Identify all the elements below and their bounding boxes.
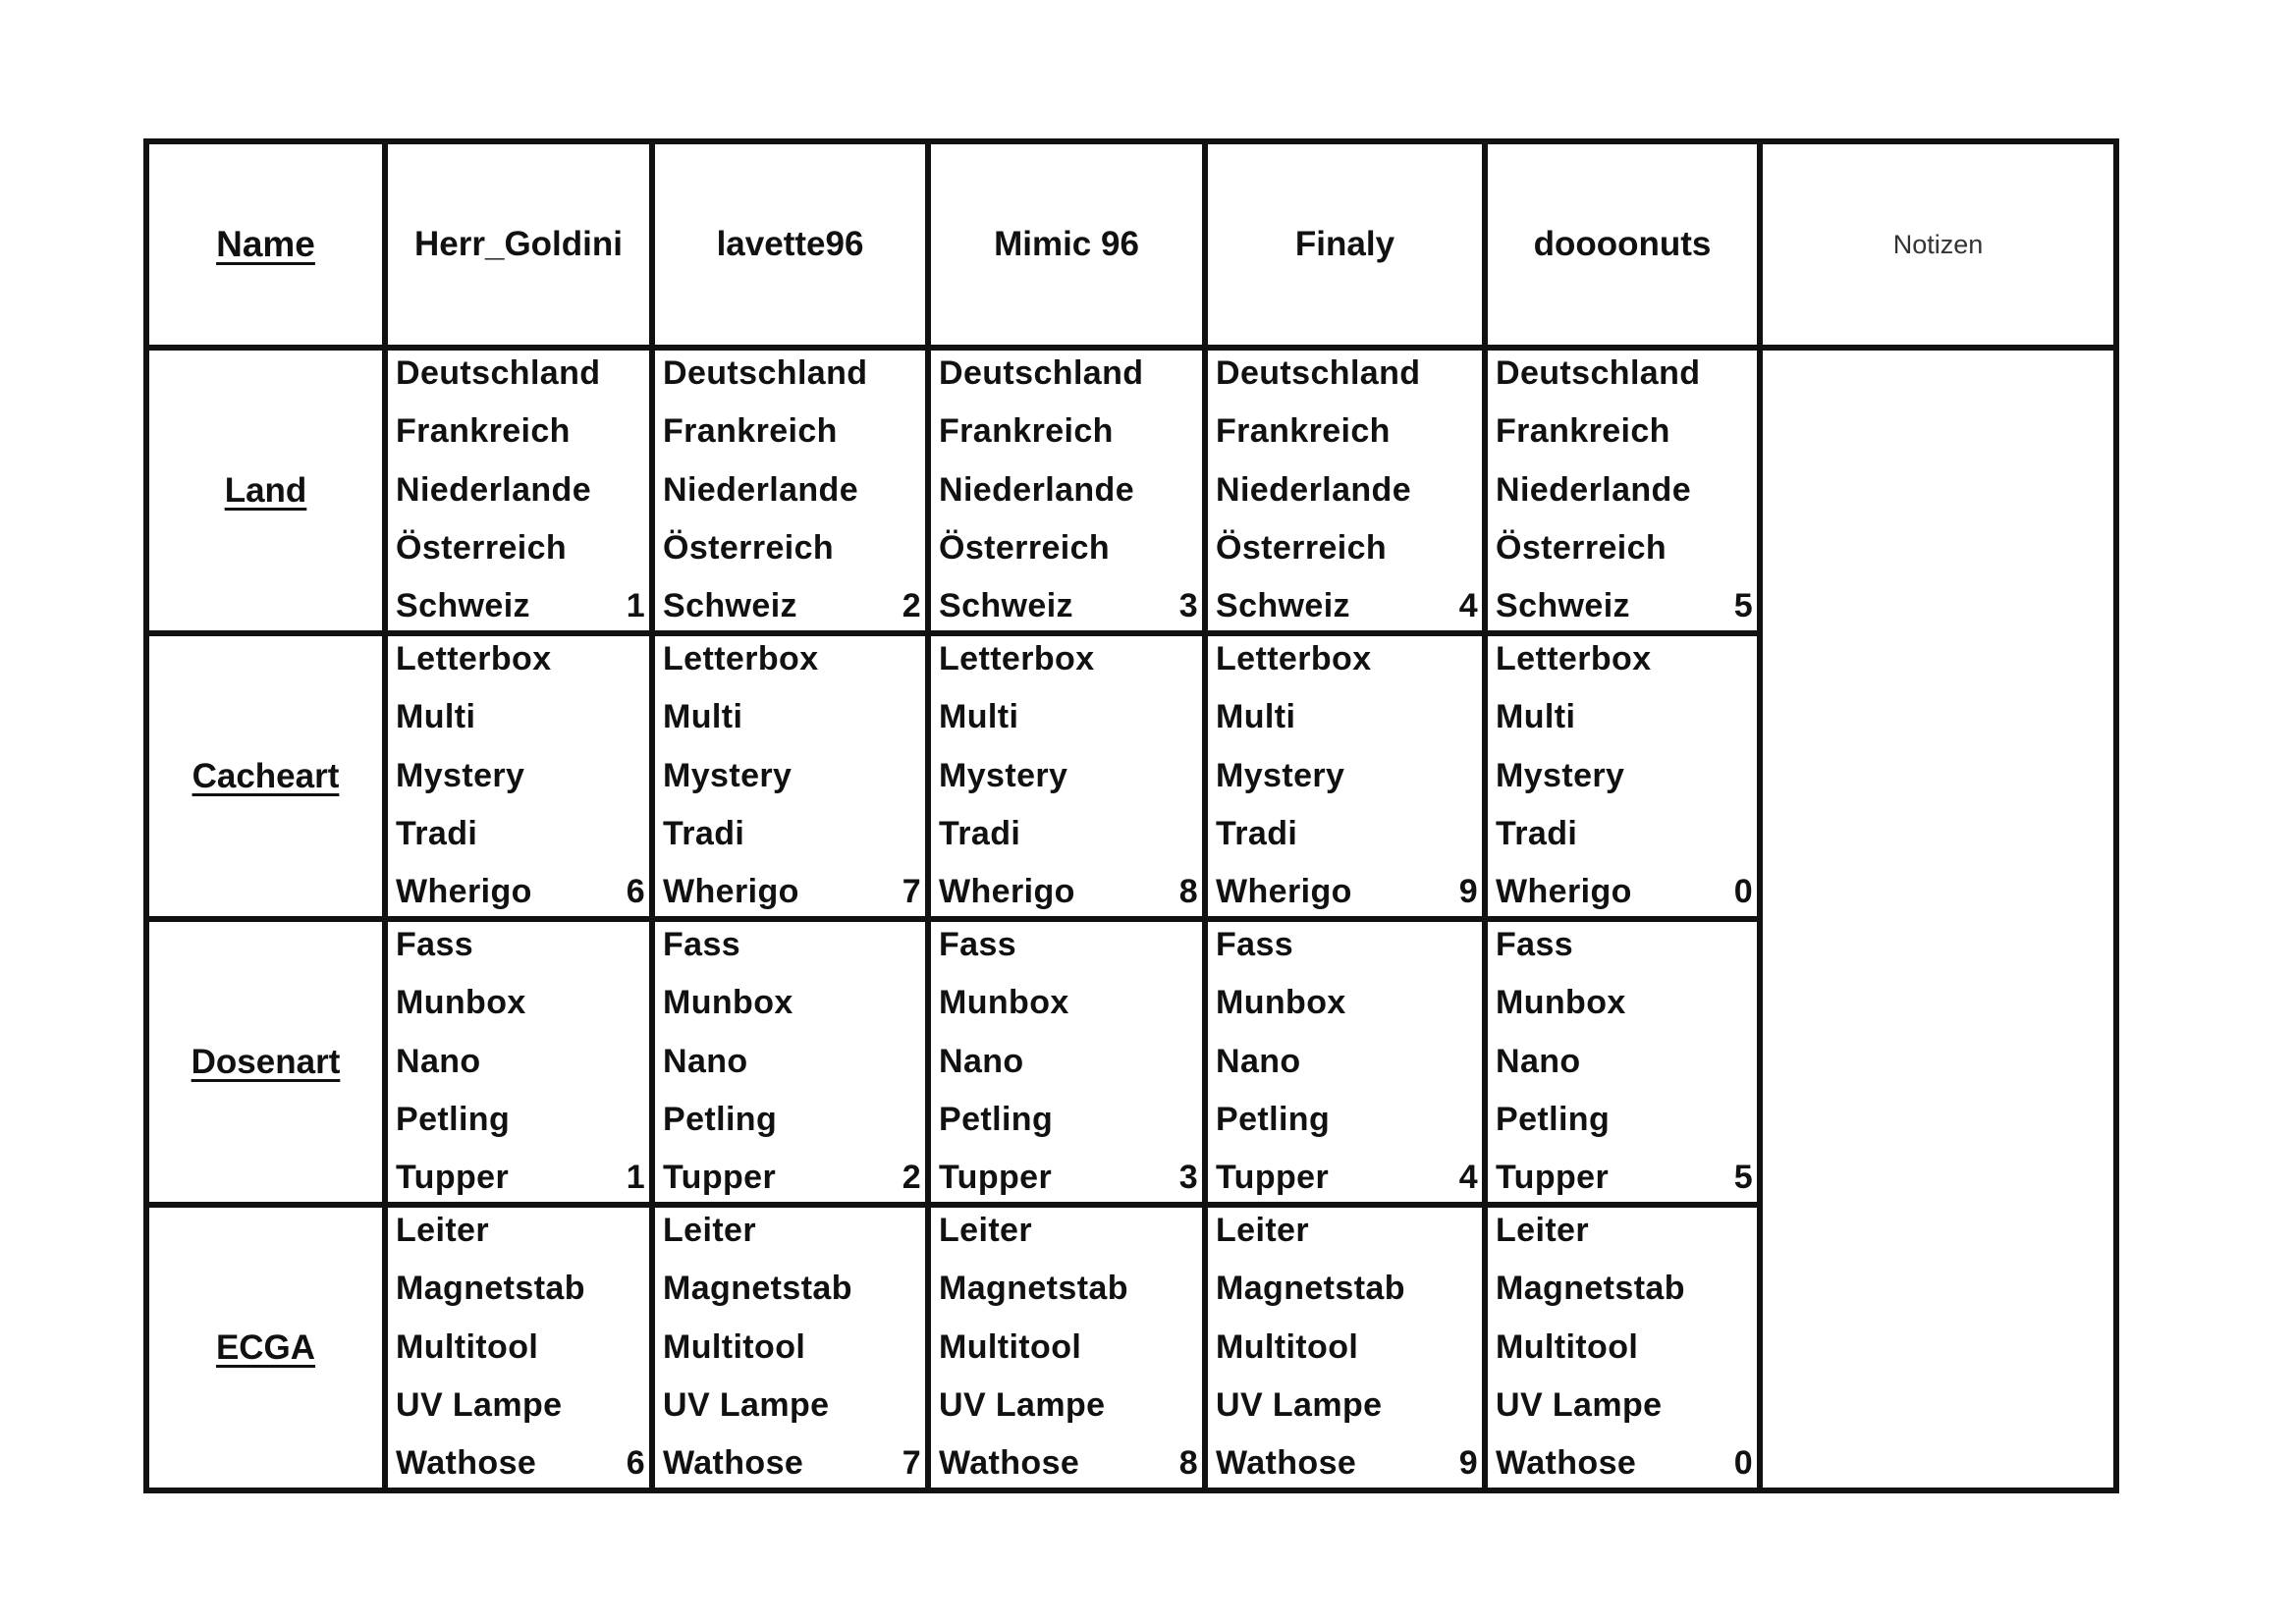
option-item bbox=[939, 984, 1198, 1022]
option-text: Niederlande bbox=[939, 470, 1135, 509]
option-text: UV Lampe bbox=[1216, 1385, 1383, 1424]
player-header-cell bbox=[928, 141, 1205, 348]
option-list bbox=[655, 636, 925, 916]
option-text: Multi bbox=[396, 698, 476, 736]
option-item bbox=[663, 756, 921, 794]
option-list bbox=[1488, 922, 1757, 1202]
notes-area bbox=[1760, 348, 2116, 1490]
category-label: Cacheart bbox=[191, 756, 340, 795]
category-label: ECGA bbox=[215, 1327, 316, 1367]
option-text: Magnetstab bbox=[1216, 1270, 1405, 1308]
option-item bbox=[663, 1161, 921, 1194]
option-text: Leiter bbox=[939, 1212, 1032, 1249]
option-item bbox=[1496, 875, 1753, 908]
option-text: Mystery bbox=[1496, 756, 1625, 794]
option-item bbox=[663, 1446, 921, 1480]
option-item bbox=[1216, 1327, 1478, 1366]
option-text: Österreich bbox=[1496, 528, 1667, 567]
option-text: Niederlande bbox=[396, 470, 592, 509]
player-header-cell bbox=[1485, 141, 1760, 348]
option-item bbox=[396, 1100, 645, 1138]
option-list bbox=[655, 351, 925, 630]
option-cell bbox=[1485, 1205, 1760, 1490]
code-digit: 0 bbox=[1733, 1444, 1753, 1482]
option-text: Munbox bbox=[939, 984, 1069, 1022]
option-text: Wathose bbox=[1216, 1444, 1357, 1482]
option-list bbox=[1208, 636, 1482, 916]
option-item bbox=[663, 1327, 921, 1366]
option-item bbox=[396, 589, 645, 623]
option-text: Nano bbox=[663, 1042, 748, 1080]
option-text: Österreich bbox=[396, 528, 568, 567]
option-item bbox=[1496, 1385, 1753, 1424]
option-text: Munbox bbox=[1496, 984, 1626, 1022]
code-digit: 1 bbox=[626, 1159, 645, 1196]
player-header-cell bbox=[385, 141, 652, 348]
option-item bbox=[1496, 984, 1753, 1022]
option-text: Mystery bbox=[939, 756, 1068, 794]
option-item bbox=[1216, 1385, 1478, 1424]
option-item bbox=[396, 470, 645, 509]
notes-header-label: Notizen bbox=[1892, 229, 1984, 259]
code-digit: 6 bbox=[626, 873, 645, 910]
option-list bbox=[655, 922, 925, 1202]
option-text: Schweiz bbox=[663, 587, 797, 624]
code-digit: 8 bbox=[1178, 873, 1198, 910]
option-item bbox=[939, 1270, 1198, 1308]
option-item bbox=[1496, 1446, 1753, 1480]
option-cell bbox=[928, 1205, 1205, 1490]
option-item bbox=[1216, 589, 1478, 623]
option-text: Wathose bbox=[1496, 1444, 1637, 1482]
category-label: Dosenart bbox=[191, 1042, 341, 1081]
player-header-cell bbox=[1205, 141, 1485, 348]
option-cell bbox=[928, 633, 1205, 919]
option-text: Schweiz bbox=[939, 587, 1073, 624]
option-text: Frankreich bbox=[939, 412, 1114, 451]
option-text: Tradi bbox=[1216, 814, 1298, 852]
option-item bbox=[396, 1385, 645, 1424]
option-text: Mystery bbox=[663, 756, 793, 794]
option-item bbox=[1496, 1042, 1753, 1080]
option-item bbox=[663, 1100, 921, 1138]
option-text: Nano bbox=[396, 1042, 481, 1080]
option-text: Tupper bbox=[663, 1159, 777, 1196]
player-header-cell bbox=[652, 141, 928, 348]
option-item bbox=[1496, 356, 1753, 390]
option-text: Petling bbox=[939, 1100, 1054, 1138]
option-text: Munbox bbox=[663, 984, 793, 1022]
option-item bbox=[1496, 528, 1753, 567]
option-item bbox=[939, 1100, 1198, 1138]
option-item bbox=[939, 756, 1198, 794]
option-item bbox=[1216, 875, 1478, 908]
code-digit: 3 bbox=[1178, 1159, 1198, 1196]
option-item bbox=[1496, 698, 1753, 736]
option-text: Schweiz bbox=[396, 587, 530, 624]
option-text: Multitool bbox=[939, 1327, 1082, 1366]
option-text: Österreich bbox=[1216, 528, 1388, 567]
option-text: Munbox bbox=[1216, 984, 1346, 1022]
option-text: Letterbox bbox=[1496, 640, 1652, 677]
option-text: Leiter bbox=[1496, 1212, 1589, 1249]
option-item bbox=[1496, 412, 1753, 451]
option-item bbox=[939, 470, 1198, 509]
option-text: Wathose bbox=[396, 1444, 537, 1482]
option-text: Niederlande bbox=[1496, 470, 1692, 509]
option-list bbox=[655, 1208, 925, 1488]
option-text: Frankreich bbox=[663, 412, 838, 451]
option-item bbox=[396, 984, 645, 1022]
option-list bbox=[931, 351, 1202, 630]
code-digit: 9 bbox=[1458, 1444, 1478, 1482]
option-text: Tradi bbox=[939, 814, 1021, 852]
player-name: lavette96 bbox=[716, 225, 864, 263]
option-item bbox=[939, 814, 1198, 852]
option-list bbox=[1488, 351, 1757, 630]
option-text: Wherigo bbox=[1216, 873, 1352, 910]
option-text: Magnetstab bbox=[396, 1270, 585, 1308]
option-text: Wherigo bbox=[1496, 873, 1632, 910]
option-text: Petling bbox=[1496, 1100, 1611, 1138]
option-text: Magnetstab bbox=[939, 1270, 1128, 1308]
option-item bbox=[663, 1042, 921, 1080]
option-text: Fass bbox=[1496, 926, 1574, 963]
option-cell bbox=[385, 1205, 652, 1490]
option-text: Multi bbox=[1216, 698, 1296, 736]
option-item bbox=[396, 1161, 645, 1194]
option-cell bbox=[928, 348, 1205, 633]
option-cell bbox=[928, 919, 1205, 1205]
option-list bbox=[1488, 1208, 1757, 1488]
option-cell bbox=[1485, 348, 1760, 633]
option-text: Tupper bbox=[1216, 1159, 1330, 1196]
option-text: Deutschland bbox=[663, 354, 868, 392]
option-item bbox=[1496, 1327, 1753, 1366]
option-cell bbox=[385, 919, 652, 1205]
player-name: Herr_Goldini bbox=[414, 225, 623, 263]
option-item bbox=[939, 1214, 1198, 1247]
option-text: Deutschland bbox=[939, 354, 1144, 392]
code-digit: 5 bbox=[1733, 587, 1753, 624]
option-text: Deutschland bbox=[1216, 354, 1421, 392]
option-item bbox=[663, 875, 921, 908]
option-text: UV Lampe bbox=[939, 1385, 1106, 1424]
option-text: Frankreich bbox=[1216, 412, 1391, 451]
option-item bbox=[1496, 1100, 1753, 1138]
option-cell bbox=[1205, 1205, 1485, 1490]
option-text: Tupper bbox=[939, 1159, 1053, 1196]
option-text: Tupper bbox=[396, 1159, 510, 1196]
option-item bbox=[396, 528, 645, 567]
option-item bbox=[1216, 1161, 1478, 1194]
option-text: UV Lampe bbox=[1496, 1385, 1663, 1424]
category-label-cell bbox=[146, 1205, 385, 1490]
option-item bbox=[939, 1042, 1198, 1080]
option-cell bbox=[652, 633, 928, 919]
option-cell bbox=[1205, 919, 1485, 1205]
option-item bbox=[939, 928, 1198, 961]
option-item bbox=[1216, 528, 1478, 567]
option-text: Multitool bbox=[396, 1327, 539, 1366]
code-digit: 8 bbox=[1178, 1444, 1198, 1482]
option-list bbox=[388, 922, 649, 1202]
option-text: Niederlande bbox=[1216, 470, 1412, 509]
option-item bbox=[396, 928, 645, 961]
option-list bbox=[931, 636, 1202, 916]
option-list bbox=[388, 351, 649, 630]
player-name: doooonuts bbox=[1533, 225, 1712, 263]
option-text: Wherigo bbox=[939, 873, 1075, 910]
option-text: UV Lampe bbox=[396, 1385, 563, 1424]
option-item bbox=[1496, 814, 1753, 852]
option-item bbox=[396, 875, 645, 908]
option-text: Niederlande bbox=[663, 470, 859, 509]
category-row-land bbox=[146, 348, 2116, 633]
option-item bbox=[939, 1446, 1198, 1480]
option-item bbox=[939, 528, 1198, 567]
option-item bbox=[1496, 589, 1753, 623]
option-item bbox=[939, 589, 1198, 623]
name-header-label: Name bbox=[216, 224, 315, 264]
option-list bbox=[1208, 351, 1482, 630]
option-item bbox=[396, 1327, 645, 1366]
option-item bbox=[1496, 1270, 1753, 1308]
option-item bbox=[1216, 756, 1478, 794]
option-text: Magnetstab bbox=[1496, 1270, 1685, 1308]
option-text: UV Lampe bbox=[663, 1385, 830, 1424]
notes-header-cell bbox=[1760, 141, 2116, 348]
option-text: Mystery bbox=[1216, 756, 1345, 794]
option-item bbox=[663, 642, 921, 676]
option-item bbox=[1496, 756, 1753, 794]
option-cell bbox=[652, 1205, 928, 1490]
option-list bbox=[388, 636, 649, 916]
option-item bbox=[1496, 470, 1753, 509]
option-item bbox=[1216, 1042, 1478, 1080]
option-item bbox=[396, 412, 645, 451]
option-text: Wherigo bbox=[396, 873, 532, 910]
option-cell bbox=[1205, 348, 1485, 633]
option-text: Petling bbox=[1216, 1100, 1331, 1138]
option-text: Letterbox bbox=[939, 640, 1095, 677]
code-digit: 1 bbox=[626, 587, 645, 624]
option-text: Österreich bbox=[663, 528, 835, 567]
option-item bbox=[939, 642, 1198, 676]
option-cell bbox=[1485, 633, 1760, 919]
option-text: Mystery bbox=[396, 756, 525, 794]
option-item bbox=[1216, 642, 1478, 676]
option-list bbox=[388, 1208, 649, 1488]
option-cell bbox=[652, 919, 928, 1205]
header-row bbox=[146, 141, 2116, 348]
option-item bbox=[396, 1042, 645, 1080]
option-text: Multi bbox=[1496, 698, 1576, 736]
name-header-cell bbox=[146, 141, 385, 348]
option-item bbox=[1216, 1446, 1478, 1480]
option-item bbox=[663, 589, 921, 623]
option-item bbox=[1216, 698, 1478, 736]
option-text: Letterbox bbox=[1216, 640, 1372, 677]
option-text: Frankreich bbox=[1496, 412, 1670, 451]
option-text: Tupper bbox=[1496, 1159, 1610, 1196]
option-text: Petling bbox=[396, 1100, 511, 1138]
option-text: Letterbox bbox=[396, 640, 552, 677]
option-item bbox=[663, 1385, 921, 1424]
option-text: Leiter bbox=[663, 1212, 756, 1249]
puzzle-grid bbox=[143, 138, 2119, 1493]
option-item bbox=[1216, 1214, 1478, 1247]
option-item bbox=[1496, 1214, 1753, 1247]
option-item bbox=[396, 698, 645, 736]
option-item bbox=[663, 528, 921, 567]
option-item bbox=[663, 1214, 921, 1247]
option-text: Nano bbox=[1216, 1042, 1301, 1080]
option-text: Magnetstab bbox=[663, 1270, 852, 1308]
option-item bbox=[396, 1270, 645, 1308]
option-item bbox=[939, 1161, 1198, 1194]
option-text: Schweiz bbox=[1496, 587, 1630, 624]
option-text: Schweiz bbox=[1216, 587, 1350, 624]
option-item bbox=[396, 814, 645, 852]
option-item bbox=[663, 412, 921, 451]
code-digit: 7 bbox=[902, 1444, 921, 1482]
code-digit: 3 bbox=[1178, 587, 1198, 624]
code-digit: 7 bbox=[902, 873, 921, 910]
code-digit: 9 bbox=[1458, 873, 1478, 910]
option-list bbox=[1488, 636, 1757, 916]
option-text: Frankreich bbox=[396, 412, 571, 451]
option-item bbox=[1216, 356, 1478, 390]
option-item bbox=[1216, 814, 1478, 852]
option-cell bbox=[385, 633, 652, 919]
option-text: Nano bbox=[1496, 1042, 1581, 1080]
option-item bbox=[1216, 470, 1478, 509]
option-text: Fass bbox=[663, 926, 741, 963]
option-item bbox=[939, 1385, 1198, 1424]
option-text: Leiter bbox=[396, 1212, 489, 1249]
code-digit: 0 bbox=[1733, 873, 1753, 910]
option-text: Multi bbox=[939, 698, 1019, 736]
player-name: Finaly bbox=[1294, 225, 1395, 263]
option-item bbox=[939, 356, 1198, 390]
option-item bbox=[939, 875, 1198, 908]
option-text: Munbox bbox=[396, 984, 526, 1022]
option-list bbox=[931, 1208, 1202, 1488]
option-text: Deutschland bbox=[1496, 354, 1701, 392]
category-label-cell bbox=[146, 633, 385, 919]
option-item bbox=[939, 1327, 1198, 1366]
option-text: Fass bbox=[396, 926, 474, 963]
option-item bbox=[396, 642, 645, 676]
player-name: Mimic 96 bbox=[994, 225, 1139, 263]
option-text: Multitool bbox=[1216, 1327, 1359, 1366]
option-item bbox=[1216, 1100, 1478, 1138]
option-text: Tradi bbox=[1496, 814, 1578, 852]
option-text: Tradi bbox=[663, 814, 745, 852]
option-item bbox=[1216, 928, 1478, 961]
option-item bbox=[396, 756, 645, 794]
option-item bbox=[663, 984, 921, 1022]
option-item bbox=[663, 356, 921, 390]
code-digit: 5 bbox=[1733, 1159, 1753, 1196]
option-list bbox=[1208, 1208, 1482, 1488]
option-text: Letterbox bbox=[663, 640, 819, 677]
option-item bbox=[939, 698, 1198, 736]
option-item bbox=[1496, 928, 1753, 961]
code-digit: 4 bbox=[1458, 1159, 1478, 1196]
option-item bbox=[396, 1446, 645, 1480]
code-digit: 2 bbox=[902, 587, 921, 624]
option-list bbox=[931, 922, 1202, 1202]
option-text: Multitool bbox=[1496, 1327, 1639, 1366]
option-item bbox=[663, 928, 921, 961]
option-text: Deutschland bbox=[396, 354, 601, 392]
option-item bbox=[663, 1270, 921, 1308]
option-text: Multitool bbox=[663, 1327, 806, 1366]
option-item bbox=[663, 470, 921, 509]
option-cell bbox=[652, 348, 928, 633]
option-text: Wathose bbox=[663, 1444, 804, 1482]
option-text: Multi bbox=[663, 698, 743, 736]
option-item bbox=[1216, 1270, 1478, 1308]
code-digit: 6 bbox=[626, 1444, 645, 1482]
option-list bbox=[1208, 922, 1482, 1202]
option-item bbox=[396, 356, 645, 390]
code-digit: 2 bbox=[902, 1159, 921, 1196]
option-item bbox=[663, 814, 921, 852]
option-text: Petling bbox=[663, 1100, 778, 1138]
option-item bbox=[939, 412, 1198, 451]
option-cell bbox=[1485, 919, 1760, 1205]
option-item bbox=[663, 698, 921, 736]
code-digit: 4 bbox=[1458, 587, 1478, 624]
option-cell bbox=[385, 348, 652, 633]
option-item bbox=[1216, 412, 1478, 451]
category-label: Land bbox=[224, 470, 307, 510]
option-item bbox=[1496, 1161, 1753, 1194]
option-item bbox=[396, 1214, 645, 1247]
option-text: Wherigo bbox=[663, 873, 799, 910]
option-text: Fass bbox=[939, 926, 1017, 963]
option-item bbox=[1216, 984, 1478, 1022]
category-label-cell bbox=[146, 919, 385, 1205]
option-text: Wathose bbox=[939, 1444, 1080, 1482]
option-text: Österreich bbox=[939, 528, 1111, 567]
option-text: Fass bbox=[1216, 926, 1294, 963]
option-item bbox=[1496, 642, 1753, 676]
option-text: Leiter bbox=[1216, 1212, 1309, 1249]
option-text: Tradi bbox=[396, 814, 478, 852]
option-cell bbox=[1205, 633, 1485, 919]
option-text: Nano bbox=[939, 1042, 1024, 1080]
category-label-cell bbox=[146, 348, 385, 633]
